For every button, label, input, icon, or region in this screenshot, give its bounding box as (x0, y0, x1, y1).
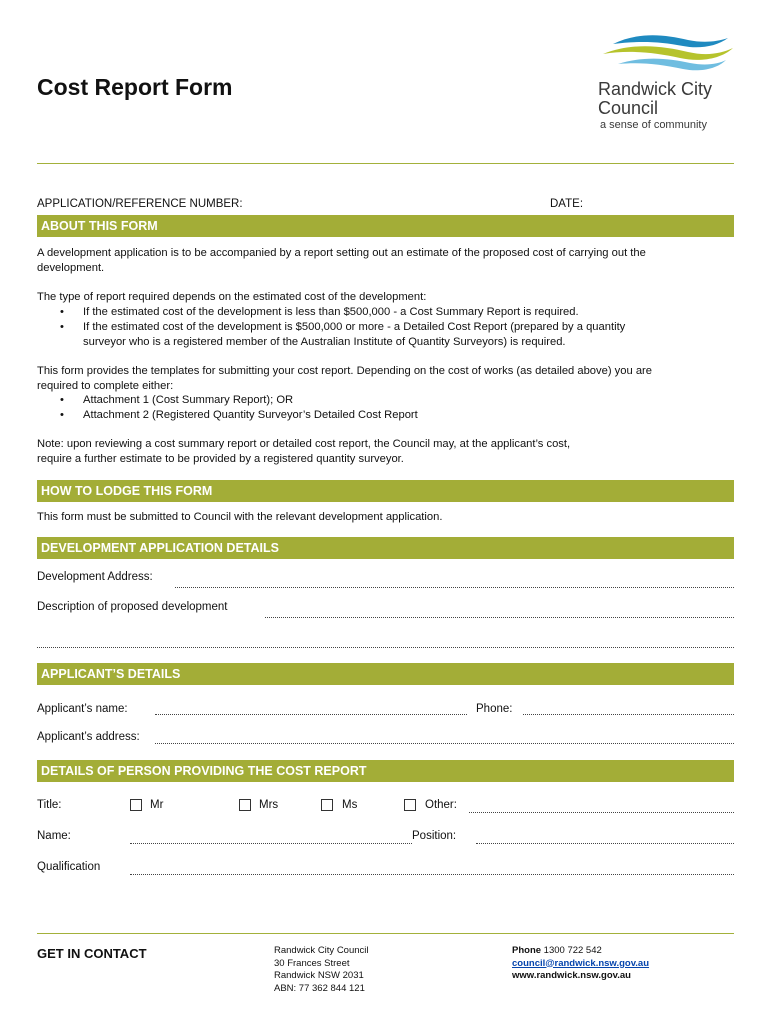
logo-name: Randwick City (598, 79, 713, 99)
about-p4: Note: upon reviewing a cost summary report or detailed cost report, the Council may, at the applicant’s cost, require a further estimate to be provided by a registered quantity surveyor. (37, 438, 571, 465)
council-address (274, 945, 369, 995)
person-name-label: Name: (37, 830, 71, 842)
dev-description-field-2[interactable] (37, 647, 734, 648)
person-position-label: Position: (412, 830, 457, 842)
applicant-phone-label: Phone: (476, 703, 513, 715)
website-link[interactable]: www.randwick.nsw.gov.au (512, 970, 631, 981)
about-p2: The type of report required depends on the estimated cost of the development: (37, 291, 427, 303)
council-contact (512, 945, 649, 983)
email-link[interactable]: council@randwick.nsw.gov.au (512, 957, 650, 969)
council-logo (592, 30, 737, 135)
dev-address-label: Development Address: (37, 571, 153, 583)
applicant-address-label: Applicant’s address: (37, 731, 140, 743)
title-mr-checkbox[interactable] (130, 799, 142, 811)
phone-number: 1300 722 542 (543, 945, 602, 956)
title-mr-label: Mr (150, 799, 164, 811)
logo-tagline: a sense of community (600, 119, 707, 131)
dev-heading: DEVELOPMENT APPLICATION DETAILS (37, 537, 734, 559)
dev-description-field[interactable] (265, 617, 734, 618)
title-other-checkbox[interactable] (404, 799, 416, 811)
person-position-field[interactable] (476, 843, 734, 844)
date-label: DATE: (550, 198, 584, 210)
page-title: Cost Report Form (37, 74, 233, 100)
about-p1: A development application is to be accompanied by a report setting out an estimate of the proposed cost of carrying out the development. (37, 247, 646, 274)
council-abn: ABN: 77 362 844 121 (274, 982, 365, 994)
applicant-address-field[interactable] (155, 743, 734, 744)
phone-label: Phone (512, 945, 542, 956)
title-label: Title: (37, 799, 62, 811)
dev-address-field[interactable] (175, 587, 734, 588)
title-mrs-checkbox[interactable] (239, 799, 251, 811)
title-other-label: Other: (425, 799, 457, 811)
dev-description-label: Description of proposed development (37, 601, 228, 613)
contact-heading: GET IN CONTACT (37, 946, 147, 961)
wave-logo-icon (598, 30, 738, 80)
council-org: Randwick City Council (274, 945, 369, 956)
applicant-phone-field[interactable] (523, 714, 734, 715)
qualification-field[interactable] (130, 874, 734, 875)
title-mrs-label: Mrs (259, 799, 279, 811)
title-ms-checkbox[interactable] (321, 799, 333, 811)
about-p3: This form provides the templates for submitting your cost report. Depending on the cost of works (as detailed above) you are required to complete either: (37, 365, 652, 392)
lodge-heading: HOW TO LODGE THIS FORM (37, 480, 734, 502)
lodge-text: This form must be submitted to Council with the relevant development application. (37, 511, 443, 523)
council-street: 30 Frances Street (274, 957, 350, 969)
header-divider (37, 163, 734, 164)
footer-divider (37, 933, 734, 934)
applicant-name-label: Applicant’s name: (37, 703, 128, 715)
title-ms-label: Ms (342, 799, 358, 811)
logo-name-2: Council (598, 98, 659, 118)
app-ref-label: APPLICATION/REFERENCE NUMBER: (37, 198, 243, 210)
person-name-field[interactable] (130, 843, 412, 844)
applicant-heading: APPLICANT’S DETAILS (37, 663, 734, 685)
applicant-name-field[interactable] (155, 714, 467, 715)
council-suburb: Randwick NSW 2031 (274, 970, 364, 981)
qualification-label: Qualification (37, 861, 101, 873)
person-heading: DETAILS OF PERSON PROVIDING THE COST REPORT (37, 760, 734, 782)
title-other-field[interactable] (469, 812, 734, 813)
about-heading: ABOUT THIS FORM (37, 215, 734, 237)
